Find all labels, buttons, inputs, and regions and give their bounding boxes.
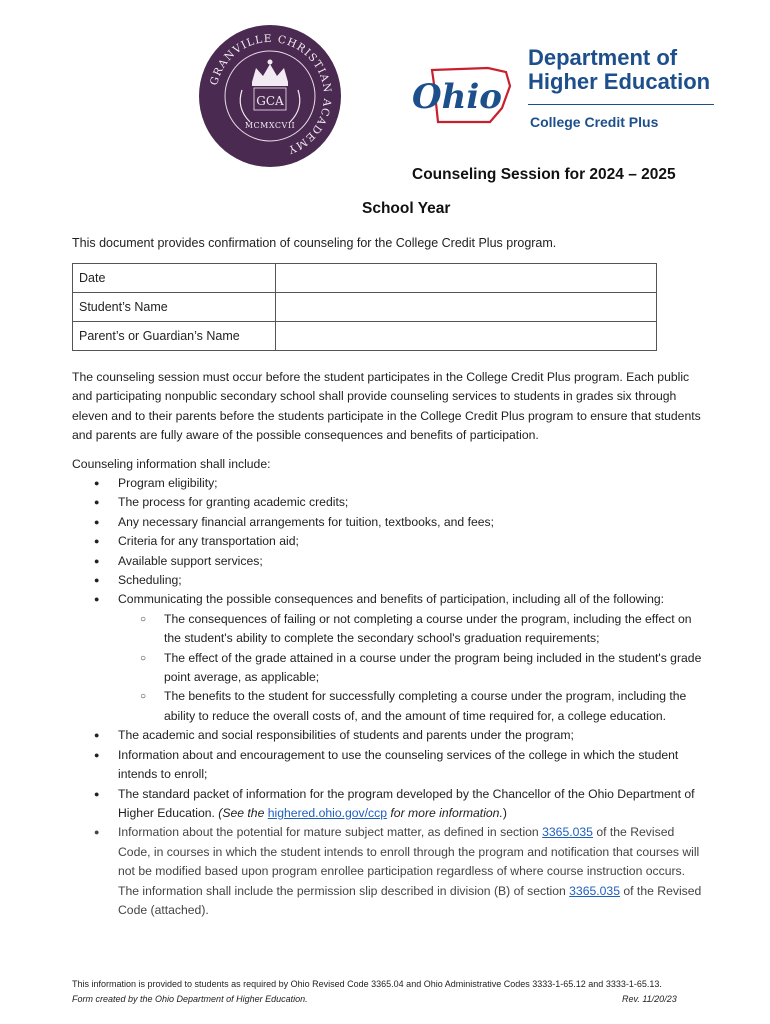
packet-text: The standard packet of information for the program developed by the Chancellor of the Ohio Department of Higher Education. bbox=[118, 786, 695, 820]
intro-text: This document provides confirmation of counseling for the College Credit Plus program. bbox=[72, 236, 557, 250]
seal-year: MCMXCVII bbox=[244, 121, 296, 130]
sub-list-item: ○ The consequences of failing or not completing a course under the program, including the effect on the student's ability to complete the secondary school's graduation requirements; bbox=[118, 610, 702, 649]
mature-text-3: of the Revised Code (attached). bbox=[118, 883, 702, 917]
info-table bbox=[72, 263, 657, 351]
mature-text-1: Information about the potential for mature subject matter, as defined in section bbox=[118, 825, 543, 840]
seal-initials: GCA bbox=[256, 94, 284, 108]
table-row bbox=[73, 264, 657, 293]
footer-revision: Rev. 11/20/23 bbox=[622, 994, 677, 1004]
list-item-packet bbox=[72, 785, 702, 824]
ohio-wordmark bbox=[410, 64, 520, 124]
page-subtitle: School Year bbox=[362, 200, 451, 217]
guardian-name-field[interactable] bbox=[276, 322, 657, 351]
footer-credit: Form created by the Ohio Department of Higher Education. bbox=[72, 994, 308, 1004]
seal-ring-textpath: GRANVILLE CHRISTIAN ACADEMY bbox=[208, 32, 334, 156]
page-title: Counseling Session for 2024 – 2025 bbox=[412, 166, 676, 183]
dept-title-line2: Higher Education bbox=[528, 69, 711, 94]
date-label: Date bbox=[73, 264, 276, 293]
mature-text-2: of the Revised Code, in courses in which the student intends to enroll through the program and notification that courses will not be modified based upon program enrollee participation regardless of where course instruction occurs. The information shall include the permission slip described in division (B) of section bbox=[118, 825, 700, 898]
table-row bbox=[73, 322, 657, 351]
consequences-sublist bbox=[118, 610, 702, 726]
sub-list-item: ○ The effect of the grade attained in a course under the program being included in the student's grade point average, as applicable; bbox=[118, 649, 702, 688]
list-item: ● Program eligibility; bbox=[72, 474, 702, 493]
footer-legal-text: This information is provided to students as required by Ohio Revised Code 3365.04 and Ohio Administrative Codes 3333-1-65.12 and 3333-1-65.13. bbox=[72, 979, 662, 989]
list-item: ● Information about and encouragement to use the counseling services of the college in which the student intends to enroll; bbox=[72, 746, 702, 785]
dept-divider bbox=[528, 104, 714, 105]
list-item: ● Available support services; bbox=[72, 552, 702, 571]
ohio-wordmark-text: Ohio bbox=[412, 77, 502, 117]
packet-close: ) bbox=[502, 805, 507, 820]
packet-italic-pre: (See the bbox=[218, 805, 268, 820]
list-item-mature bbox=[72, 823, 702, 920]
list-item-text: Communicating the possible consequences and benefits of participation, including all of the following: bbox=[118, 592, 665, 607]
list-item: ● The process for granting academic credits; bbox=[72, 493, 702, 512]
guardian-name-label: Parent’s or Guardian’s Name bbox=[73, 322, 276, 351]
list-item: ● Any necessary financial arrangements for tuition, textbooks, and fees; bbox=[72, 513, 702, 532]
section-3365-035-link-2[interactable]: 3365.035 bbox=[569, 883, 620, 898]
includes-label: Counseling information shall include: bbox=[72, 457, 271, 471]
dept-title-line1: Department of bbox=[528, 45, 678, 70]
packet-italic-post: for more information. bbox=[387, 805, 503, 820]
list-item-with-sublist bbox=[72, 590, 702, 726]
table-row bbox=[73, 293, 657, 322]
list-item: ● Scheduling; bbox=[72, 571, 702, 590]
counseling-list bbox=[72, 474, 702, 920]
student-name-field[interactable] bbox=[276, 293, 657, 322]
section-3365-035-link[interactable]: 3365.035 bbox=[542, 825, 593, 840]
ccp-website-link[interactable]: highered.ohio.gov/ccp bbox=[267, 805, 388, 820]
sub-list-item: ○ The benefits to the student for successfully completing a course under the program, including the ability to reduce the overall costs of, and the amount of time required for, a college education. bbox=[118, 687, 702, 726]
dept-title bbox=[528, 46, 710, 94]
counseling-paragraph: The counseling session must occur before the student participates in the College Credit Plus program. Each public and participating nonpublic secondary school shall provide counseling services to students in grades six through eleven and to their parents before the students participate in the College Credit Plus program to ensure that students and parents are fully aware of the possible consequences and benefits of participation. bbox=[72, 370, 701, 443]
student-name-label: Student’s Name bbox=[73, 293, 276, 322]
granville-christian-academy-seal bbox=[198, 24, 342, 168]
ohio-dhe-logo bbox=[410, 42, 720, 142]
list-item: ● Criteria for any transportation aid; bbox=[72, 532, 702, 551]
date-field[interactable] bbox=[276, 264, 657, 293]
program-name: College Credit Plus bbox=[530, 114, 659, 130]
list-item: ● The academic and social responsibilities of students and parents under the program; bbox=[72, 726, 702, 745]
